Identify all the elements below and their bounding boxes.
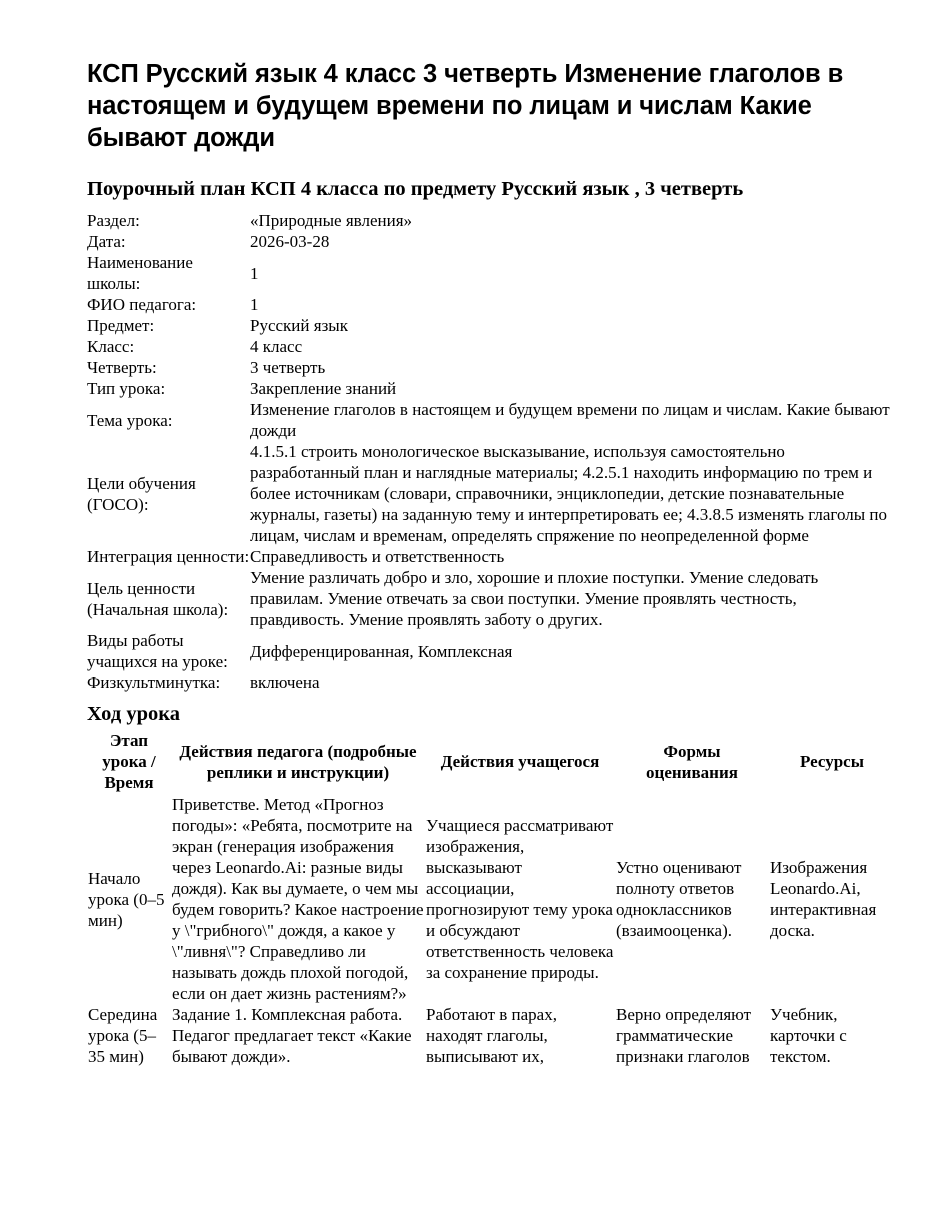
cell-teacher-actions: Задание 1. Комплексная работа. Педагог предлагает текст «Какие бывают дожди». <box>172 1005 412 1066</box>
info-value: 3 четверть <box>250 358 326 377</box>
info-row-subject <box>87 315 895 336</box>
plan-subtitle: Поурочный план КСП 4 класса по предмету Русский язык , 3 четверть <box>87 178 744 200</box>
info-label: ФИО педагога: <box>87 295 197 314</box>
info-row-date <box>87 231 895 252</box>
document-page <box>87 58 895 1067</box>
column-header-stage: Этап урока / Время <box>102 731 156 792</box>
info-label: Цель ценности (Начальная школа): <box>87 578 229 619</box>
table-row <box>87 1004 895 1067</box>
info-row-physical-break <box>87 672 895 693</box>
info-label: Физкультминутка: <box>87 673 221 692</box>
info-label: Тема урока: <box>87 410 173 430</box>
info-value: «Природные явления» <box>250 211 413 230</box>
info-label: Интеграция ценности: <box>87 547 250 566</box>
info-value: Справедливость и ответственность <box>250 547 505 566</box>
cell-resources: Учебник, карточки с текстом. <box>770 1005 847 1066</box>
cell-assessment: Устно оценивают полноту ответов одноклассников (взаимооценка). <box>616 858 742 940</box>
table-header-row <box>87 730 895 794</box>
info-value: 2026-03-28 <box>250 232 330 251</box>
table-row <box>87 794 895 1004</box>
cell-student-actions: Учащиеся рассматривают изображения, высказывают ассоциации, прогнозируют тему урока и обсуждают ответственность человека за сохранение природы. <box>426 816 614 982</box>
info-value: Закрепление знаний <box>250 379 397 398</box>
info-row-topic <box>87 399 895 441</box>
info-value: 4.1.5.1 строить монологическое высказывание, используя самостоятельно разработанный план и наглядные материалы; 4.2.5.1 находить информацию по трем и более источникам (словари, справочники, энциклопедии, детские познавательные журналы, газеты) на заданную тему и интерпретировать ее; 4.3.8.5 изменять глаголы по лицам, числам и временам, определять спряжение по неопределенной форме <box>250 442 887 545</box>
info-label: Класс: <box>87 337 135 356</box>
column-header-assessment: Формы оценивания <box>646 741 738 782</box>
info-row-teacher <box>87 294 895 315</box>
info-row-work-types <box>87 630 895 672</box>
info-value: Умение различать добро и зло, хорошие и плохие поступки. Умение следовать правилам. Умение отвечать за свои поступки. Умение проявлять честность, правдивость. Умение проявлять заботу о других. <box>250 568 819 629</box>
cell-student-actions: Работают в парах, находят глаголы, выписывают их, <box>426 1005 557 1066</box>
info-label: Дата: <box>87 232 126 251</box>
info-label: Виды работы учащихся на уроке: <box>87 631 228 671</box>
lesson-progress-table <box>87 730 895 1067</box>
column-header-student-actions: Действия учащегося <box>440 752 600 771</box>
column-header-resources: Ресурсы <box>799 752 864 771</box>
info-row-section <box>87 210 895 231</box>
info-value: 4 класс <box>250 337 303 356</box>
info-value: 1 <box>250 263 259 283</box>
cell-stage: Начало урока (0–5 мин) <box>88 868 165 930</box>
lesson-progress-heading: Ход урока <box>87 703 180 725</box>
info-row-grade <box>87 336 895 357</box>
info-value: Русский язык <box>250 316 348 335</box>
info-label: Четверть: <box>87 358 157 377</box>
info-label: Раздел: <box>87 211 140 230</box>
cell-teacher-actions: Приветстве. Метод «Прогноз погоды»: «Ребята, посмотрите на экран (генерация изображения через Leonardo.Ai: разные виды дождя). Как вы думаете, о чем мы будем говорить? Какое настроение у \"грибного\" дождя, а какое у \"ливня\"? Справедливо ли называть дождь плохой погодой, если он дает жизнь растениям?» <box>172 795 424 1003</box>
info-value: Дифференцированная, Комплексная <box>250 641 513 661</box>
info-row-value-integration <box>87 546 895 567</box>
info-row-learning-goals <box>87 441 895 546</box>
info-value: Изменение глаголов в настоящем и будущем времени по лицам и числам. Какие бывают дожди <box>250 400 890 440</box>
cell-resources: Изображения Leonardo.Ai, интерактивная доска. <box>770 858 877 940</box>
info-row-lesson-type <box>87 378 895 399</box>
info-row-school <box>87 252 895 294</box>
info-label: Наименование школы: <box>87 253 193 293</box>
info-label: Цели обучения (ГОСО): <box>87 473 196 514</box>
lesson-info-table <box>87 210 895 693</box>
column-header-teacher-actions: Действия педагога (подробные реплики и инструкции) <box>179 741 417 782</box>
info-label: Предмет: <box>87 316 155 335</box>
info-label: Тип урока: <box>87 379 166 398</box>
info-value: включена <box>250 673 320 692</box>
info-row-quarter <box>87 357 895 378</box>
cell-assessment: Верно определяют грамматические признаки глаголов <box>616 1005 752 1066</box>
document-title: КСП Русский язык 4 класс 3 четверть Изменение глаголов в настоящем и будущем времени по лицам и числам Какие бывают дожди <box>87 60 844 152</box>
info-row-value-goal <box>87 567 895 630</box>
cell-stage: Середина урока (5–35 мин) <box>88 1005 158 1066</box>
info-value: 1 <box>250 295 259 314</box>
